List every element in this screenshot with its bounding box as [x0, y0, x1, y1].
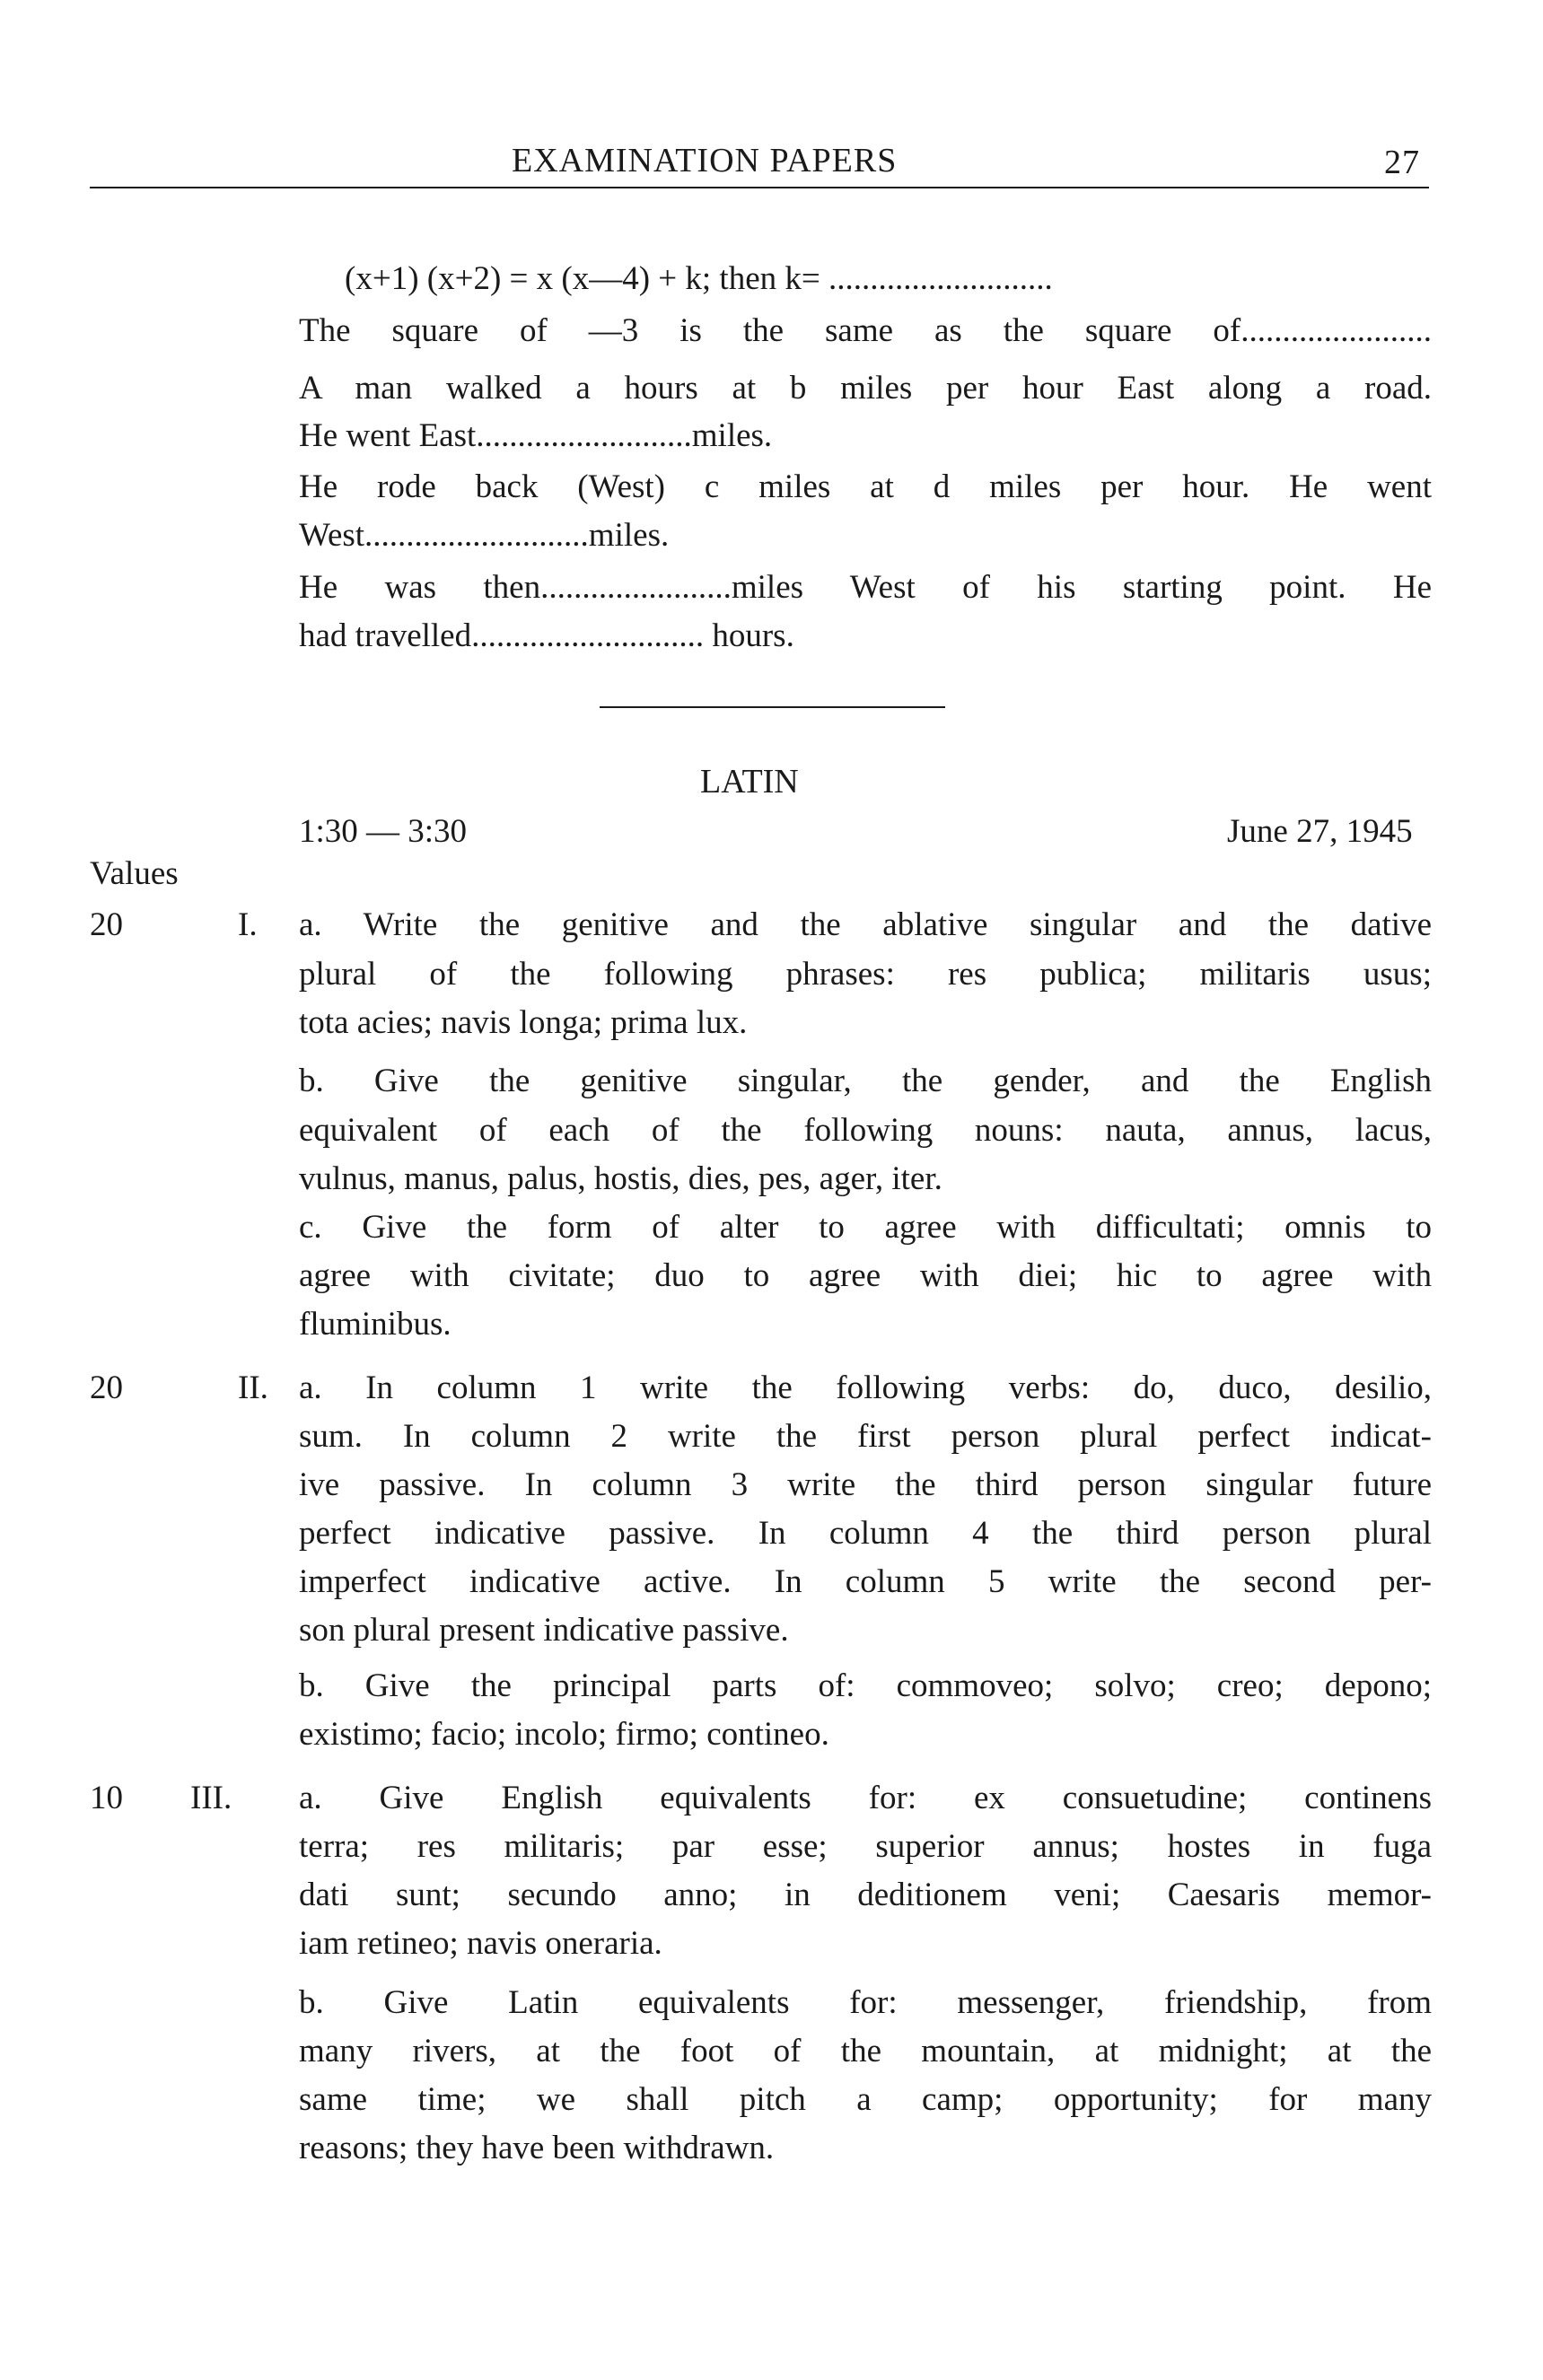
question-line: ive passive. In column 3 write the third person singular future [299, 1466, 1432, 1503]
question-line: c. Give the form of alter to agree with difficultati; omnis to [299, 1209, 1432, 1246]
math-line: He went East..........................miles. [299, 417, 773, 454]
question-line: a. In column 1 write the following verbs: do, duco, desilio, [299, 1369, 1432, 1406]
question-line: a. Give English equivalents for: ex consuetudine; continens [299, 1780, 1432, 1816]
question-line: imperfect indicative active. In column 5 write the second per- [299, 1563, 1432, 1600]
question-value: 10 [90, 1780, 123, 1816]
values-column-label: Values [90, 855, 179, 892]
math-line: He was then.......................miles West of his starting point. He [299, 569, 1432, 606]
running-header-title: EXAMINATION PAPERS [512, 142, 898, 179]
question-line: plural of the following phrases: res publica; militaris usus; [299, 956, 1432, 993]
math-line: He rode back (West) c miles at d miles per hour. He went [299, 468, 1432, 505]
question-line: son plural present indicative passive. [299, 1612, 789, 1649]
math-line: had travelled............................ hours. [299, 617, 794, 654]
question-line: b. Give the principal parts of: commoveo; solvo; creo; depono; [299, 1667, 1432, 1704]
exam-time: 1:30 — 3:30 [299, 813, 468, 850]
question-numeral: I. [238, 906, 258, 943]
question-line: perfect indicative passive. In column 4 the third person plural [299, 1515, 1432, 1552]
math-line: A man walked a hours at b miles per hour East along a road. [299, 370, 1432, 407]
question-line: existimo; facio; incolo; firmo; contineo. [299, 1716, 829, 1753]
question-line: iam retineo; navis oneraria. [299, 1925, 662, 1962]
question-line: fluminibus. [299, 1306, 452, 1343]
math-line: The square of —3 is the same as the square of....................... [299, 312, 1432, 349]
header-rule [90, 187, 1429, 188]
section-title: LATIN [700, 763, 799, 801]
question-numeral: II. [238, 1369, 268, 1406]
question-line: b. Give Latin equivalents for: messenger, friendship, from [299, 1984, 1432, 2021]
question-line: terra; res militaris; par esse; superior annus; hostes in fuga [299, 1828, 1432, 1865]
question-line: many rivers, at the foot of the mountain, at midnight; at the [299, 2033, 1432, 2069]
question-value: 20 [90, 1369, 123, 1406]
question-line: sum. In column 2 write the first person plural perfect indicat- [299, 1418, 1432, 1455]
math-line: (x+1) (x+2) = x (x—4) + k; then k= ........................... [345, 260, 1053, 297]
math-line: West...........................miles. [299, 517, 670, 554]
question-line: tota acies; navis longa; prima lux. [299, 1004, 748, 1041]
question-value: 20 [90, 906, 123, 943]
question-line: reasons; they have been withdrawn. [299, 2130, 775, 2166]
question-line: agree with civitate; duo to agree with diei; hic to agree with [299, 1257, 1432, 1294]
question-line: dati sunt; secundo anno; in deditionem veni; Caesaris memor- [299, 1877, 1432, 1913]
exam-date: June 27, 1945 [1227, 813, 1413, 850]
question-numeral: III. [190, 1780, 232, 1816]
question-line: vulnus, manus, palus, hostis, dies, pes, ager, iter. [299, 1160, 942, 1197]
section-divider [600, 706, 945, 708]
question-line: b. Give the genitive singular, the gender, and the English [299, 1063, 1432, 1099]
question-line: same time; we shall pitch a camp; opportunity; for many [299, 2081, 1432, 2118]
page-number: 27 [1384, 144, 1420, 181]
question-line: a. Write the genitive and the ablative singular and the dative [299, 906, 1432, 943]
question-line: equivalent of each of the following nouns: nauta, annus, lacus, [299, 1112, 1432, 1149]
